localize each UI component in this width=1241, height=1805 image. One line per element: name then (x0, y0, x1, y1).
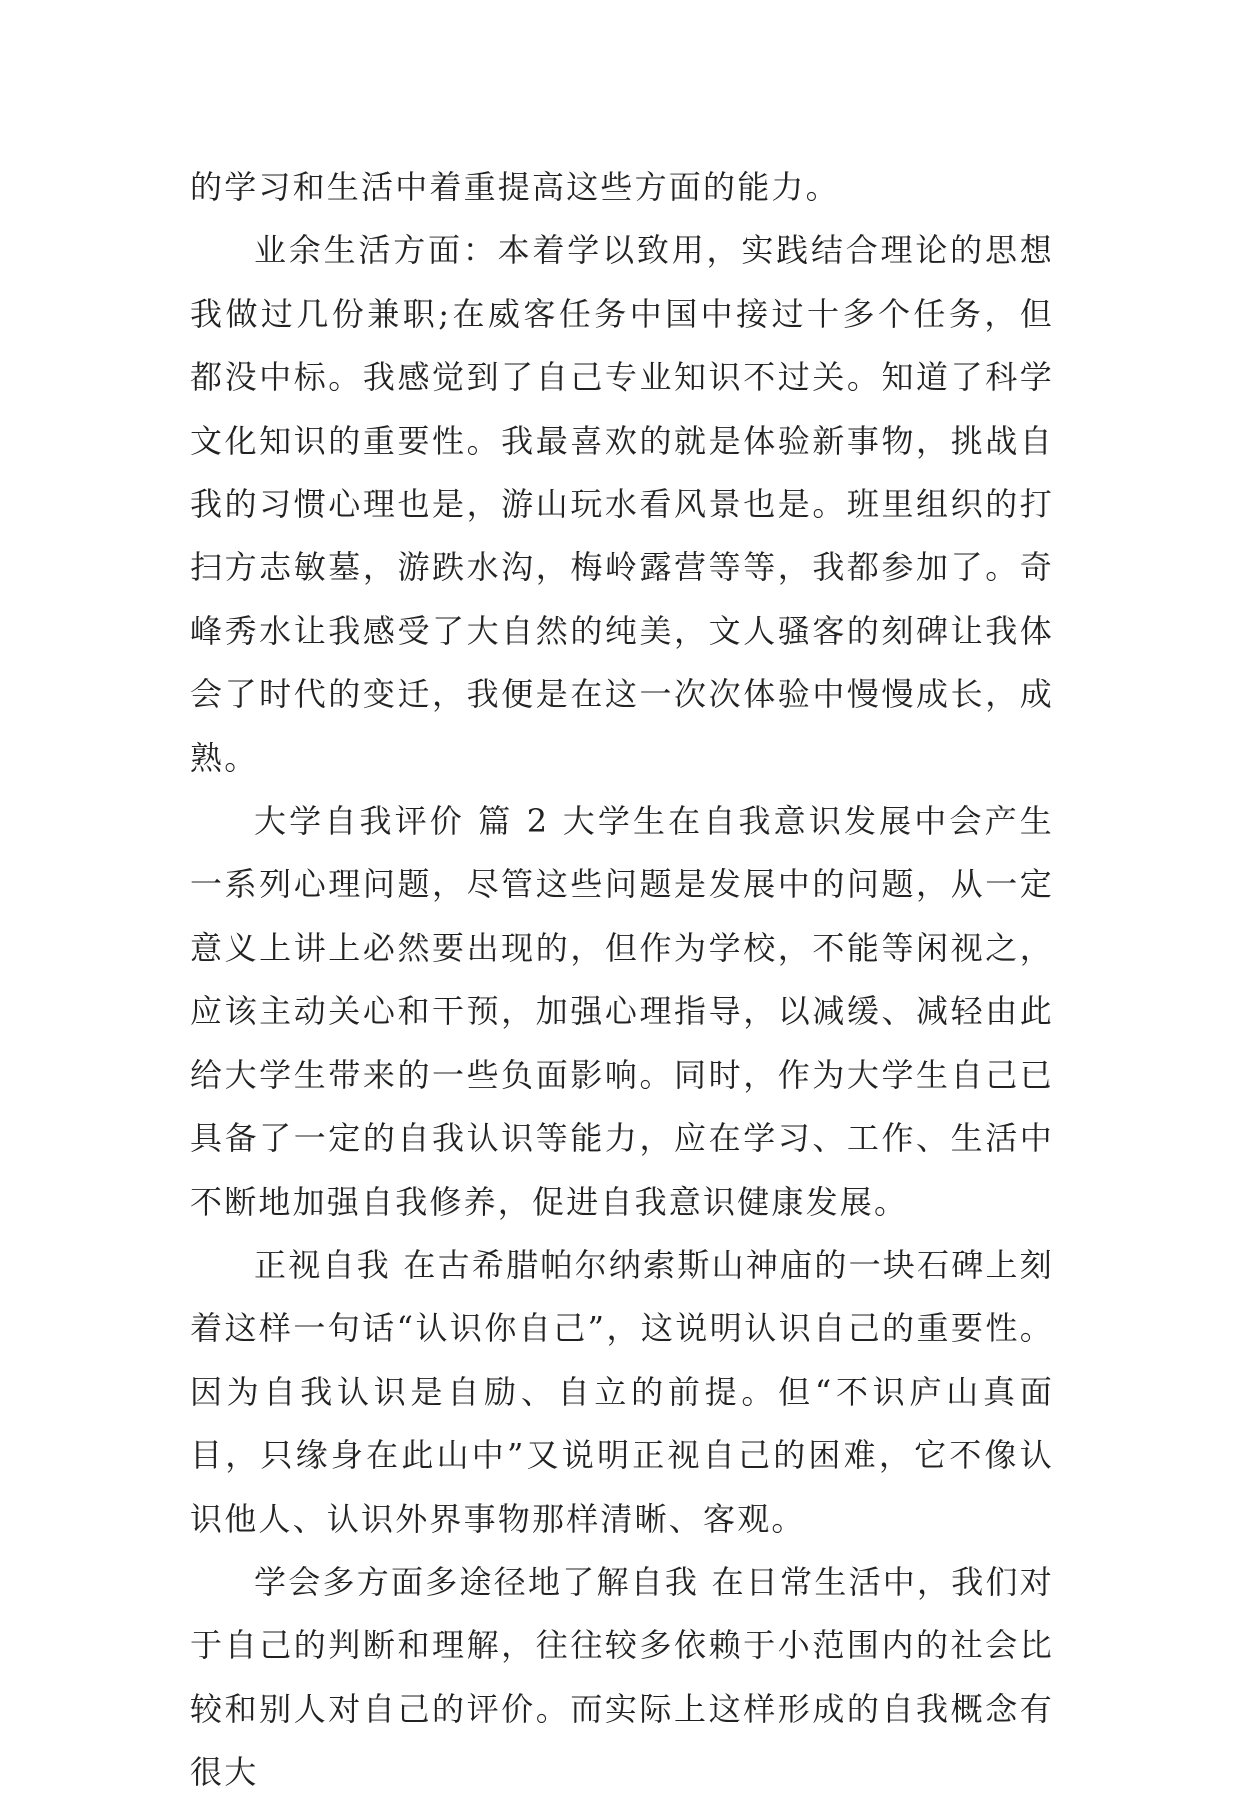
paragraph-continuation: 的学习和生活中着重提高这些方面的能力。 (190, 168, 840, 206)
body-text (190, 156, 1054, 1805)
paragraph-leisure-life: 业余生活方面：本着学以致用，实践结合理论的思想我做过几份兼职;在威客任务中国中接过十多个任务，但都没中标。我感觉到了自己专业知识不过关。知道了科学文化知识的重要性。我最喜欢的就是体验新事物，挑战自我的习惯心理也是，游山玩水看风景也是。班里组织的打扫方志敏墓，游跌水沟，梅岭露营等等，我都参加了。奇峰秀水让我感受了大自然的纯美，文人骚客的刻碑让我体会了时代的变迁，我便是在这一次次体验中慢慢成长，成熟。 (190, 231, 1054, 777)
paragraph-self-evaluation-2: 大学自我评价 篇 2 大学生在自我意识发展中会产生一系列心理问题，尽管这些问题是发展中的问题，从一定意义上讲上必然要出现的，但作为学校，不能等闲视之，应该主动关心和干预，加强心理指导，以减缓、减轻由此给大学生带来的一些负面影响。同时，作为大学生自己已具备了一定的自我认识等能力，应在学习、工作、生活中不断地加强自我修养，促进自我意识健康发展。 (190, 802, 1054, 1221)
paragraph-face-yourself: 正视自我 在古希腊帕尔纳索斯山神庙的一块石碑上刻着这样一句话“认识你自己”，这说明认识自己的重要性。因为自我认识是自励、自立的前提。但“不识庐山真面目，只缘身在此山中”又说明正视自己的困难，它不像认识他人、认识外界事物那样清晰、客观。 (190, 1245, 1054, 1538)
paragraph-understand-yourself: 学会多方面多途径地了解自我 在日常生活中，我们对于自己的判断和理解，往往较多依赖于小范围内的社会比较和别人对自己的评价。而实际上这样形成的自我概念有很大 (190, 1562, 1054, 1792)
